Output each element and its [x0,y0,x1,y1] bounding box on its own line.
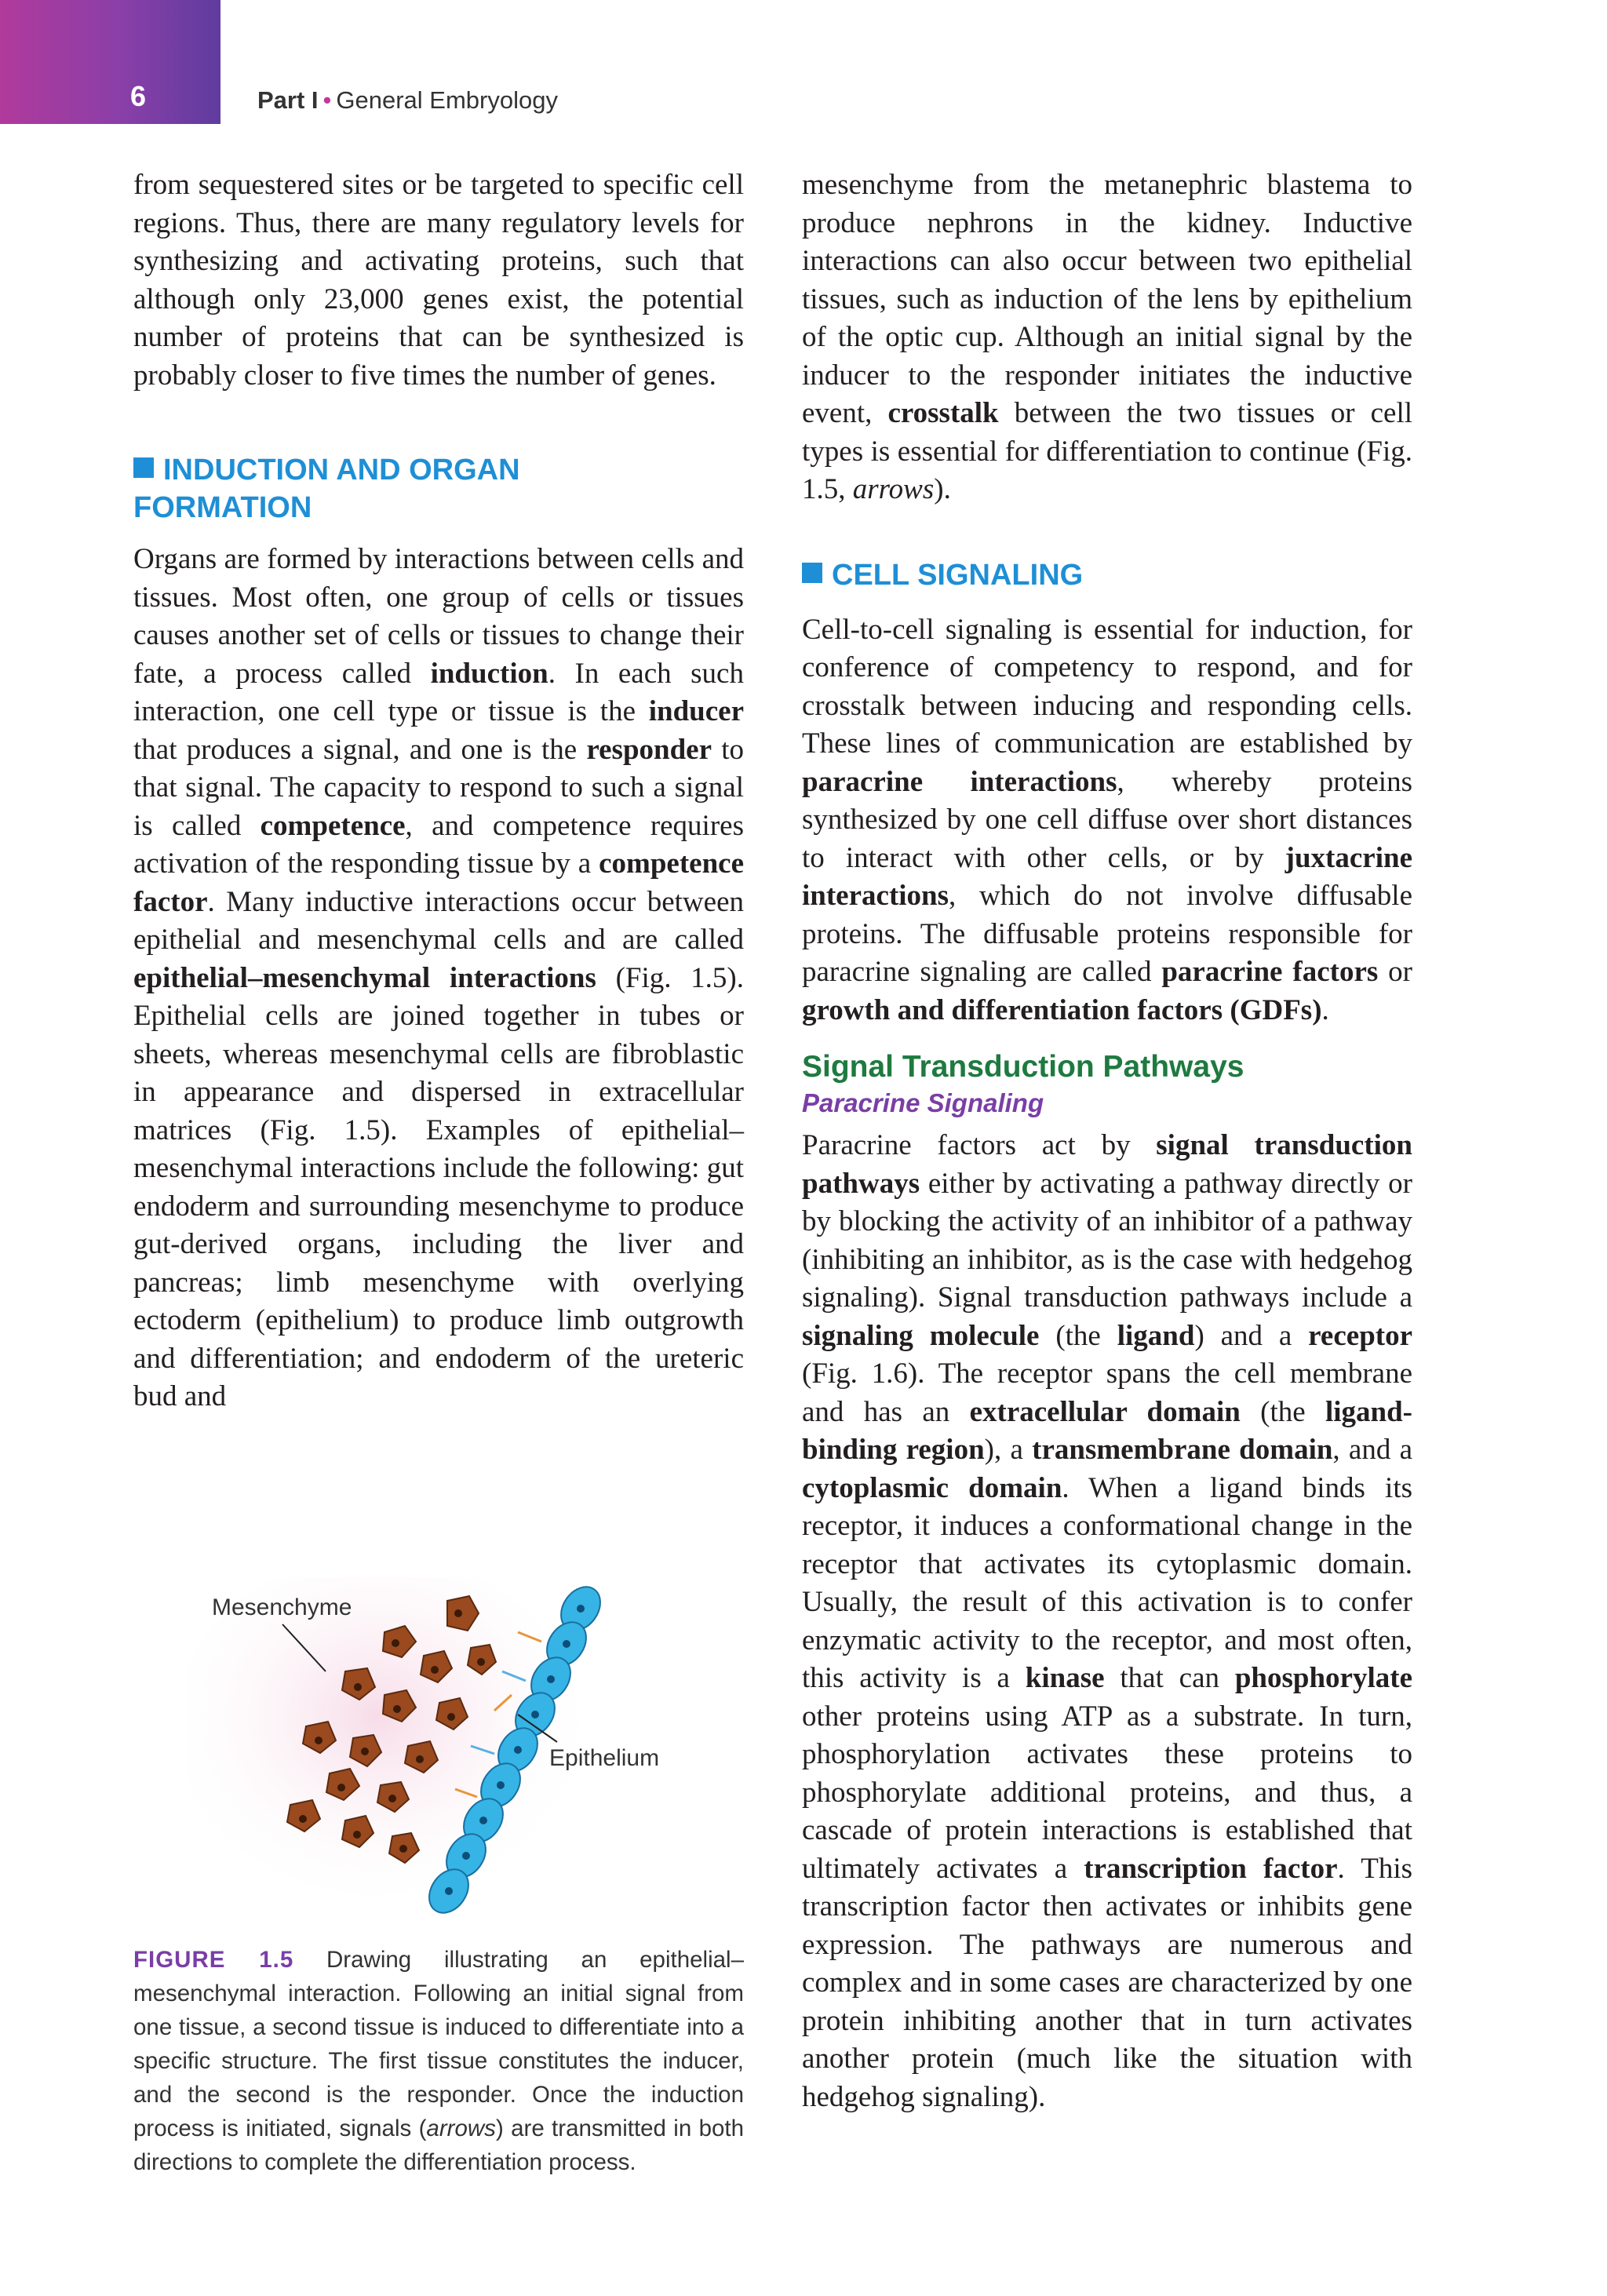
figure-label: FIGURE 1.5 [133,1947,294,1973]
heading-square-icon [133,457,154,478]
part-label: Part I [257,86,319,114]
paragraph: Paracrine factors act by signal transduction pathways either by activating a pathway directly or by blocking the activity of an inhibitor of a pathway (inhibiting an inhibitor, as is the case with hedgehog signaling). Signal transduction pathways include a signaling molecule (the ligand) and a receptor (Fig. 1.6). The receptor spans the cell membrane and has an extracellular domain (the ligand-binding region), a transmembrane domain, and a cytoplasmic domain. When a ligand binds its receptor, it induces a conformational change in the receptor that activates its cytoplasmic domain. Usually, the result of this activation is to confer enzymatic activity to the receptor, and most often, this activity is a kinase that can phosphorylate other proteins using ATP as a substrate. In turn, phosphorylation activates these proteins to phosphorylate additional proteins, and thus, a cascade of protein interactions is established that ultimately activates a transcription factor. This transcription factor then activates or inhibits gene expression. The pathways are numerous and complex and in some cases are characterized by one protein inhibiting another that in turn activates another protein (much like the situation with hedgehog signaling). [802,1129,1413,2113]
heading-induction [133,451,744,527]
right-column [802,166,1412,2116]
paragraph: Cell-to-cell signaling is essential for induction, for conference of competency to respond, and for crosstalk between inducing and responding cells. These lines of communication are established by paracrine interactions, whereby proteins synthesized by one cell diffuse over short distances to interact with other cells, or by juxtacrine interactions, which do not involve diffusable proteins. The diffusable proteins responsible for paracrine signaling are called paracrine factors or growth and differentiation factors (GDFs). [802,613,1413,1026]
left-column [133,166,744,1416]
separator-dot: • [322,86,332,114]
mesenchyme-label: Mesenchyme [212,1594,352,1620]
paragraph: from sequestered sites or be targeted to specific cell regions. Thus, there are many regulatory levels for synthesizing and activating proteins, such that although only 23,000 genes exist, the potential number of proteins that can be synthesized is probably closer to five times the number of genes. [133,169,744,392]
epithelium-label: Epithelium [549,1745,660,1771]
paragraph: mesenchyme from the metanephric blastema to produce nephrons in the kidney. Inductive interactions can also occur between two epithelial tissues, such as induction of the lens by epithelium of the optic cup. Although an initial signal by the inducer to the responder initiates the inductive event, crosstalk between the two tissues or cell types is essential for differentiation to continue (Fig. 1.5, arrows). [802,169,1413,505]
running-head [257,86,558,115]
heading-square-icon [802,563,822,583]
heading-text: CELL SIGNALING [832,558,1084,592]
heading-cell-signaling [802,556,1412,594]
heading-signal-transduction: Signal Transduction Pathways [802,1050,1244,1084]
figure-caption: FIGURE 1.5 Drawing illustrating an epithelial–mesenchymal interaction. Following an initial signal from one tissue, a second tissue is induced to differentiate into a specific structure. The first tissue constitutes the inducer, and the second is the responder. Once the induction process is initiated, signals (arrows) are transmitted in both directions to complete the differentiation process. [133,1947,744,2175]
paragraph: Organs are formed by interactions between cells and tissues. Most often, one group of cells or tissues causes another set of cells or tissues to change their fate, a process called induction. In each such interaction, one cell type or tissue is the inducer that produces a signal, and one is the responder to that signal. The capacity to respond to such a signal is called competence, and competence requires activation of the responding tissue by a competence factor. Many inductive interactions occur between epithelial and mesenchymal cells and are called epithelial–mesenchymal interactions (Fig. 1.5). Epithelial cells are joined together in tubes or sheets, whereas mesenchymal cells are fibroblastic in appearance and dispersed in extracellular matrices (Fig. 1.5). Examples of epithelial–mesenchymal interactions include the following: gut endoderm and surrounding mesenchyme to produce gut-derived organs, including the liver and pancreas; limb mesenchyme with overlying ectoderm (epithelium) to produce limb outgrowth and differentiation; and endoderm of the ureteric bud and [133,543,745,1412]
heading-text: FORMATION [133,491,312,524]
header-color-block [0,0,220,124]
heading-paracrine-signaling: Paracrine Signaling [802,1088,1044,1117]
figure-1-5-illustration [188,1577,738,1930]
chapter-title: General Embryology [336,86,558,114]
heading-text: INDUCTION AND ORGAN [163,454,520,487]
page-number: 6 [130,80,147,112]
